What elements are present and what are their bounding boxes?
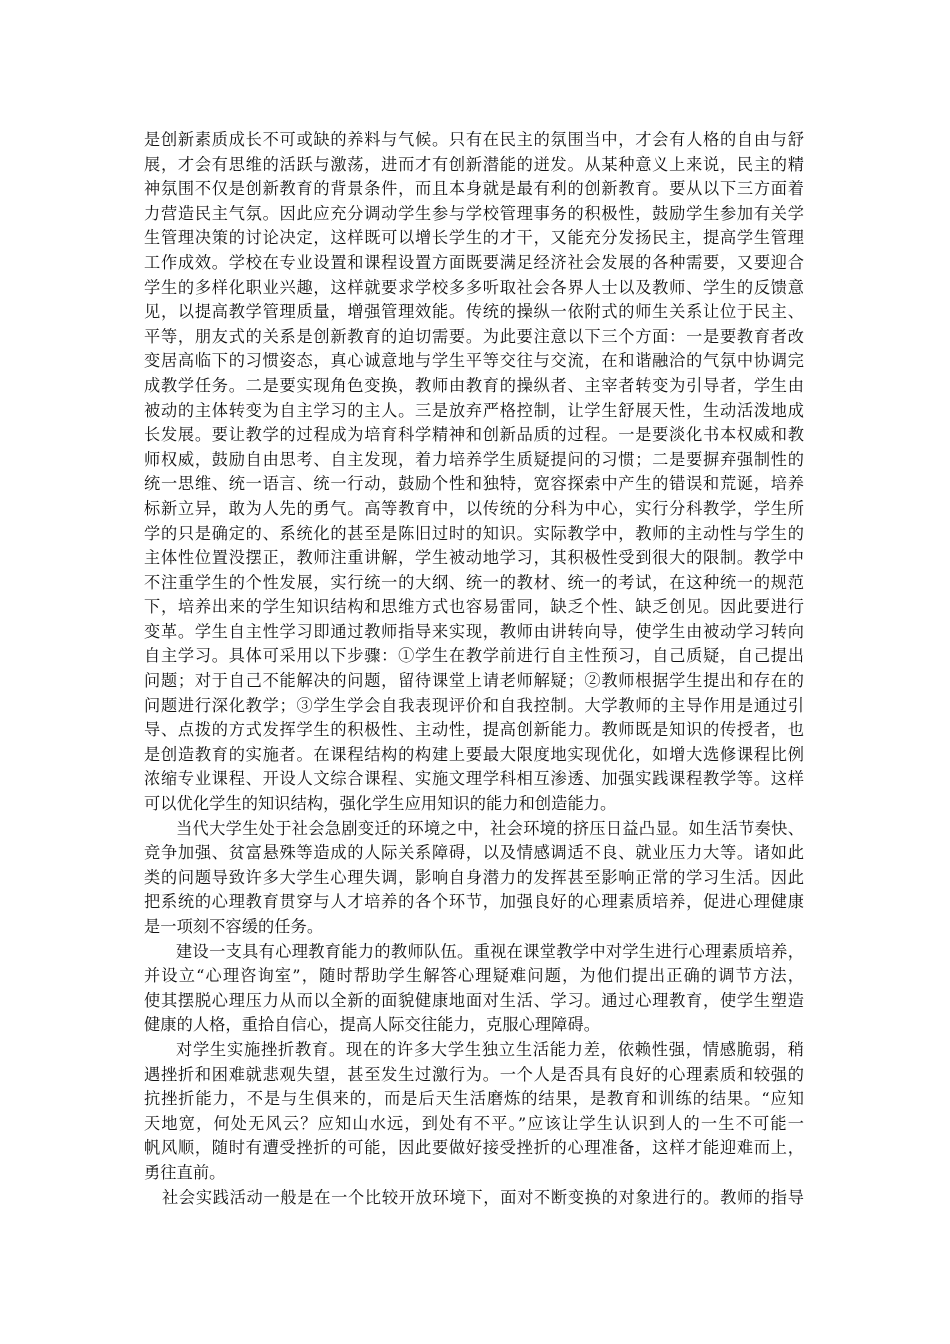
document-body	[144, 128, 804, 1210]
text-line: 类的问题导致许多大学生心理失调，影响自身潜力的发挥甚至影响正常的学习生活。因此	[144, 867, 804, 887]
text-line: 变居高临下的习惯姿态，真心诚意地与学生平等交往与交流，在和谐融洽的气氛中协调完	[144, 351, 804, 371]
paragraph-3	[144, 940, 804, 1038]
text-line: 建设一支具有心理教育能力的教师队伍。重视在课堂教学中对学生进行心理素质培养，	[176, 941, 804, 961]
text-line: 当代大学生处于社会急剧变迁的环境之中，社会环境的挤压日益凸显。如生活节奏快、	[176, 818, 804, 838]
text-line: 不注重学生的个性发展，实行统一的大纲、统一的教材、统一的考试，在这种统一的规范	[144, 572, 804, 592]
paragraph-2	[144, 817, 804, 940]
text-line: 师权威，鼓励自由思考、自主发现，着力培养学生质疑提问的习惯；二是要摒弃强制性的	[144, 449, 804, 469]
text-line: 导、点拨的方式发挥学生的积极性、主动性，提高创新能力。教师既是知识的传授者，也	[144, 720, 804, 740]
text-line: 自主学习。具体可采用以下步骤：①学生在教学前进行自主性预习，自己质疑，自己提出	[144, 646, 804, 666]
text-line: 遇挫折和困难就悲观失望，甚至发生过激行为。一个人是否具有良好的心理素质和较强的	[144, 1064, 804, 1084]
paragraph-4	[144, 1038, 804, 1186]
text-line: 下，培养出来的学生知识结构和思维方式也容易雷同，缺乏个性、缺乏创见。因此要进行	[144, 597, 804, 617]
text-line: 社会实践活动一般是在一个比较开放环境下，面对不断变换的对象进行的。教师的指导	[162, 1187, 804, 1207]
text-line: 抗挫折能力，不是与生俱来的，而是后天生活磨炼的结果，是教育和训练的结果。“应知	[144, 1089, 804, 1109]
paragraph-1	[144, 128, 804, 817]
text-line: 学生的多样化职业兴趣，这样就要求学校多多听取社会各界人士以及教师、学生的反馈意	[144, 277, 804, 297]
text-line: 使其摆脱心理压力从而以全新的面貌健康地面对生活、学习。通过心理教育，使学生塑造	[144, 990, 804, 1010]
text-line: 竞争加强、贫富悬殊等造成的人际关系障碍，以及情感调适不良、就业压力大等。诸如此	[144, 843, 804, 863]
text-line: 被动的主体转变为自主学习的主人。三是放弃严格控制，让学生舒展天性，生动活泼地成	[144, 400, 804, 420]
text-line: 工作成效。学校在专业设置和课程设置方面既要满足经济社会发展的各种需要，又要迎合	[144, 252, 804, 272]
text-line: 力营造民主气氛。因此应充分调动学生参与学校管理事务的积极性，鼓励学生参加有关学	[144, 203, 804, 223]
text-line: 可以优化学生的知识结构，强化学生应用知识的能力和创造能力。	[144, 794, 617, 814]
text-line: 学的只是确定的、系统化的甚至是陈旧过时的知识。实际教学中，教师的主动性与学生的	[144, 523, 804, 543]
text-line: 是创造教育的实施者。在课程结构的构建上要最大限度地实现优化，如增大选修课程比例	[144, 744, 804, 764]
text-line: 问题进行深化教学；③学生学会自我表现评价和自我控制。大学教师的主导作用是通过引	[144, 695, 804, 715]
text-line: 浓缩专业课程、开设人文综合课程、实施文理学科相互渗透、加强实践课程教学等。这样	[144, 769, 804, 789]
text-line: 成教学任务。二是要实现角色变换，教师由教育的操纵者、主宰者转变为引导者，学生由	[144, 375, 804, 395]
text-line: 展，才会有思维的活跃与激荡，进而才有创新潜能的迸发。从某种意义上来说，民主的精	[144, 154, 804, 174]
text-line: 帆风顺，随时有遭受挫折的可能，因此要做好接受挫折的心理准备，这样才能迎难而上，	[144, 1138, 804, 1158]
text-line: 勇往直前。	[144, 1162, 226, 1182]
text-line: 健康的人格，重拾自信心，提高人际交往能力，克服心理障碍。	[144, 1015, 601, 1035]
text-line: 长发展。要让教学的过程成为培育科学精神和创新品质的过程。一是要淡化书本权威和教	[144, 425, 804, 445]
text-line: 标新立异，敢为人先的勇气。高等教育中，以传统的分科为中心，实行分科教学，学生所	[144, 498, 804, 518]
text-line: 见，以提高教学管理质量，增强管理效能。传统的操纵一依附式的师生关系让位于民主、	[144, 302, 804, 322]
text-line: 对学生实施挫折教育。现在的许多大学生独立生活能力差，依赖性强，情感脆弱，稍	[176, 1039, 804, 1059]
text-line: 主体性位置没摆正，教师注重讲解，学生被动地学习，其积极性受到很大的限制。教学中	[144, 548, 804, 568]
text-line: 生管理决策的讨论决定，这样既可以增长学生的才干，又能充分发扬民主，提高学生管理	[144, 228, 804, 248]
text-line: 把系统的心理教育贯穿与人才培养的各个环节，加强良好的心理素质培养，促进心理健康	[144, 892, 804, 912]
text-line: 是一项刻不容缓的任务。	[144, 917, 324, 936]
text-line: 问题；对于自己不能解决的问题，留待课堂上请老师解疑；②教师根据学生提出和存在的	[144, 671, 804, 691]
text-line: 是创新素质成长不可或缺的养料与气候。只有在民主的氛围当中，才会有人格的自由与舒	[144, 130, 804, 149]
text-line: 神氛围不仅是创新教育的背景条件，而且本身就是最有利的创新教育。要从以下三方面着	[144, 179, 804, 199]
text-line: 平等，朋友式的关系是创新教育的迫切需要。为此要注意以下三个方面：一是要教育者改	[144, 326, 804, 346]
paragraph-5	[144, 1186, 804, 1211]
text-line: 统一思维、统一语言、统一行动，鼓励个性和独特，宽容探索中产生的错误和荒诞，培养	[144, 474, 804, 494]
text-line: 天地宽，何处无风云？应知山水远，到处有不平。”应该让学生认识到人的一生不可能一	[144, 1113, 804, 1133]
text-line: 并设立“心理咨询室”，随时帮助学生解答心理疑难问题，为他们提出正确的调节方法，	[144, 966, 804, 986]
text-line: 变革。学生自主性学习即通过教师指导来实现，教师由讲转向导，使学生由被动学习转向	[144, 621, 804, 641]
